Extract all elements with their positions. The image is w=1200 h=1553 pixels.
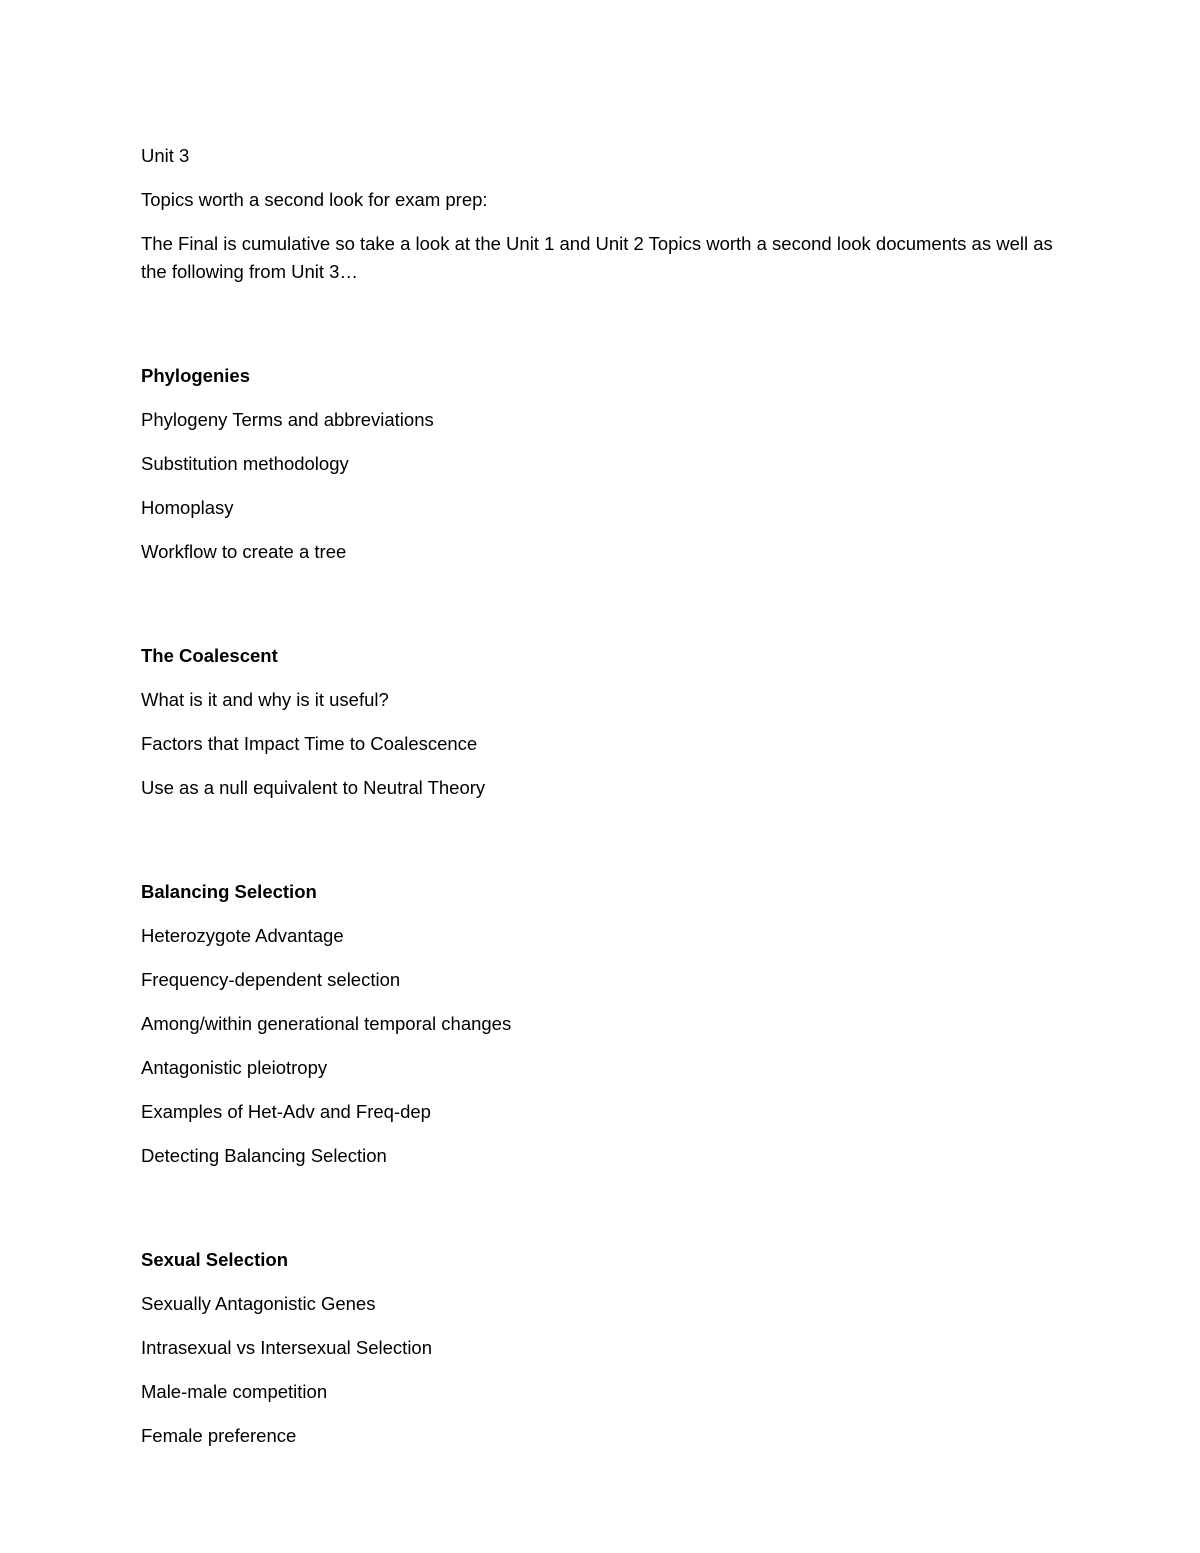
list-item: Homoplasy	[141, 497, 234, 518]
section-spacer	[141, 582, 1061, 642]
section-coalescent	[141, 642, 1061, 802]
section-spacer	[141, 818, 1061, 878]
section-balancing-selection	[141, 878, 1061, 1170]
unit-title: Unit 3	[141, 145, 190, 166]
list-item: Use as a null equivalent to Neutral Theory	[141, 777, 486, 798]
list-item: Workflow to create a tree	[141, 541, 347, 562]
section-spacer	[141, 302, 1061, 362]
section-phylogenies	[141, 362, 1061, 566]
section-heading: Sexual Selection	[141, 1249, 289, 1270]
list-item: Substitution methodology	[141, 453, 349, 474]
list-item: Examples of Het-Adv and Freq-dep	[141, 1101, 431, 1122]
section-heading: The Coalescent	[141, 645, 278, 666]
list-item: What is it and why is it useful?	[141, 689, 389, 710]
list-item: Frequency-dependent selection	[141, 969, 401, 990]
list-item: Among/within generational temporal changes	[141, 1013, 512, 1034]
document-content	[141, 142, 1061, 1466]
section-heading: Phylogenies	[141, 365, 250, 386]
list-item: Male-male competition	[141, 1381, 328, 1402]
section-sexual-selection	[141, 1246, 1061, 1450]
list-item: Female preference	[141, 1425, 297, 1446]
list-item: Factors that Impact Time to Coalescence	[141, 733, 478, 754]
section-heading: Balancing Selection	[141, 881, 317, 902]
intro-paragraph: The Final is cumulative so take a look at the Unit 1 and Unit 2 Topics worth a second look documents as well as the following from Unit 3…	[141, 233, 1058, 282]
list-item: Antagonistic pleiotropy	[141, 1057, 328, 1078]
list-item: Intrasexual vs Intersexual Selection	[141, 1337, 433, 1358]
list-item: Heterozygote Advantage	[141, 925, 344, 946]
list-item: Sexually Antagonistic Genes	[141, 1293, 376, 1314]
list-item: Detecting Balancing Selection	[141, 1145, 387, 1166]
document-subtitle: Topics worth a second look for exam prep:	[141, 189, 488, 210]
section-spacer	[141, 1186, 1061, 1246]
list-item: Phylogeny Terms and abbreviations	[141, 409, 434, 430]
